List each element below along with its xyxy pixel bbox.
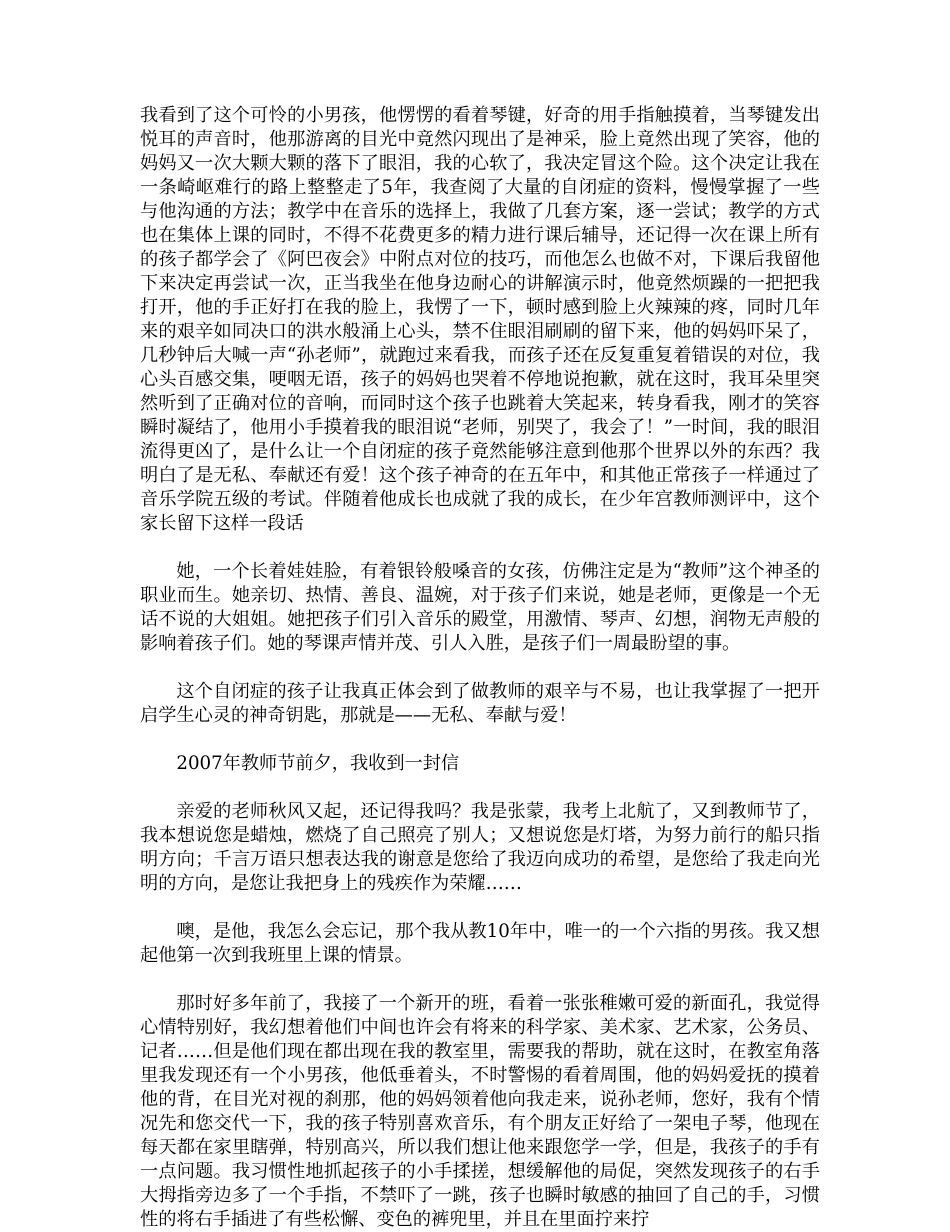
paragraph-spacer [140,536,820,560]
paragraph-story-part2: 那时好多年前了，我接了一个新开的班，看着一张张稚嫩可爱的新面孔，我觉得心情特别好，我幻想着他们中间也许会有将来的科学家、美术家、艺术家，公务员、记者……但是他们现在都出现在我的教室里，需要我的帮助，就在这时，在教室角落里我发现还有一个小男孩，他低垂着头，不时警惕的看着周围，他的妈妈爱抚的摸着他的背，在目光对视的刹那，他的妈妈领着他向我走来，说孙老师，您好，我有个情况先和您交代一下，我的孩子特别喜欢音乐，有个朋友正好给了一架电子琴，他现在每天都在家里瞎弹，特别高兴，所以我们想让他来跟您学一学，但是，我孩子的手有一点问题。我习惯性地抓起孩子的小手揉搓，想缓解他的局促，突然发现孩子的右手大拇指旁边多了一个手指，不禁吓了一跳，孩子也瞬时敏感的抽回了自己的手，习惯性的将右手插进了有些松懈、变色的裤兜里，并且在里面拧来拧 [140,993,820,1230]
paragraph-letter-intro: 2007年教师节前夕，我收到一封信 [176,753,460,774]
paragraph-reflection: 这个自闭症的孩子让我真正体会到了做教师的艰辛与不易，也让我掌握了一把开启学生心灵的神奇钥匙，那就是——无私、奉献与爱！ [140,681,820,726]
paragraph-letter-body: 亲爱的老师秋风又起，还记得我吗？我是张蒙，我考上北航了，又到教师节了，我本想说您是蜡烛，燃烧了自己照亮了别人；又想说您是灯塔，为努力前行的船只指明方向；千言万语只想表达我的谢意是您给了我迈向成功的希望，是您给了我走向光明的方向，是您让我把身上的残疾作为荣耀…… [140,801,820,894]
paragraph-spacer [140,968,820,992]
paragraph-spacer [140,776,820,800]
paragraph-story-part1: 我看到了这个可怜的小男孩，他愣愣的看着琴键，好奇的用手指触摸着，当琴键发出悦耳的声音时，他那游离的目光中竟然闪现出了是神采，脸上竟然出现了笑容，他的妈妈又一次大颗大颗的落下了眼泪，我的心软了，我决定冒这个险。这个决定让我在一条崎岖难行的路上整整走了5年，我查阅了大量的自闭症的资料，慢慢掌握了一些与他沟通的方法；教学中在音乐的选择上，我做了几套方案，逐一尝试；教学的方式也在集体上课的同时，不得不花费更多的精力进行课后辅导，还记得一次在课上所有的孩子都学会了《阿巴夜会》中附点对位的技巧，而他怎么也做不对，下课后我留他下来决定再尝试一次，正当我坐在他身边耐心的讲解演示时，他竟然烦躁的一把把我打开，他的手正好打在我的脸上，我愣了一下，顿时感到脸上火辣辣的疼，同时几年来的艰辛如同决口的洪水般涌上心头，禁不住眼泪刷刷的留下来，他的妈妈吓呆了，几秒钟后大喊一声“孙老师”，就跑过来看我，而孩子还在反复重复着错误的对位，我心头百感交集，哽咽无语，孩子的妈妈也哭着不停地说抱歉，就在这时，我耳朵里突然听到了正确对位的音响，而同时这个孩子也跳着大笑起来，转身看我，刚才的笑容瞬时凝结了，他用小手摸着我的眼泪说“老师，别哭了，我会了！”一时间，我的眼泪流得更凶了，是什么让一个自闭症的孩子竟然能够注意到他那个世界以外的东西？我明白了是无私、奉献还有爱！这个孩子神奇的在五年中，和其他正常孩子一样通过了音乐学院五级的考试。伴随着他成长也成就了我的成长，在少年宫教师测评中，这个家长留下这样一段话 [140,105,820,534]
paragraph-parent-comment: 她，一个长着娃娃脸，有着银铃般嗓音的女孩，仿佛注定是为“教师”这个神圣的职业而生。她亲切、热情、善良、温婉，对于孩子们来说，她是老师，更像是一个无话不说的大姐姐。她把孩子们引入音乐的殿堂，用激情、琴声、幻想，润物无声般的影响着孩子们。她的琴课声情并茂、引人入胜，是孩子们一周最盼望的事。 [140,561,820,654]
paragraph-spacer [140,896,820,920]
paragraph-spacer [140,656,820,680]
paragraph-recollection: 噢，是他，我怎么会忘记，那个我从教10年中，唯一的一个六指的男孩。我又想起他第一次到我班里上课的情景。 [140,921,820,966]
paragraph-spacer [140,728,820,752]
document-page [140,104,820,1232]
